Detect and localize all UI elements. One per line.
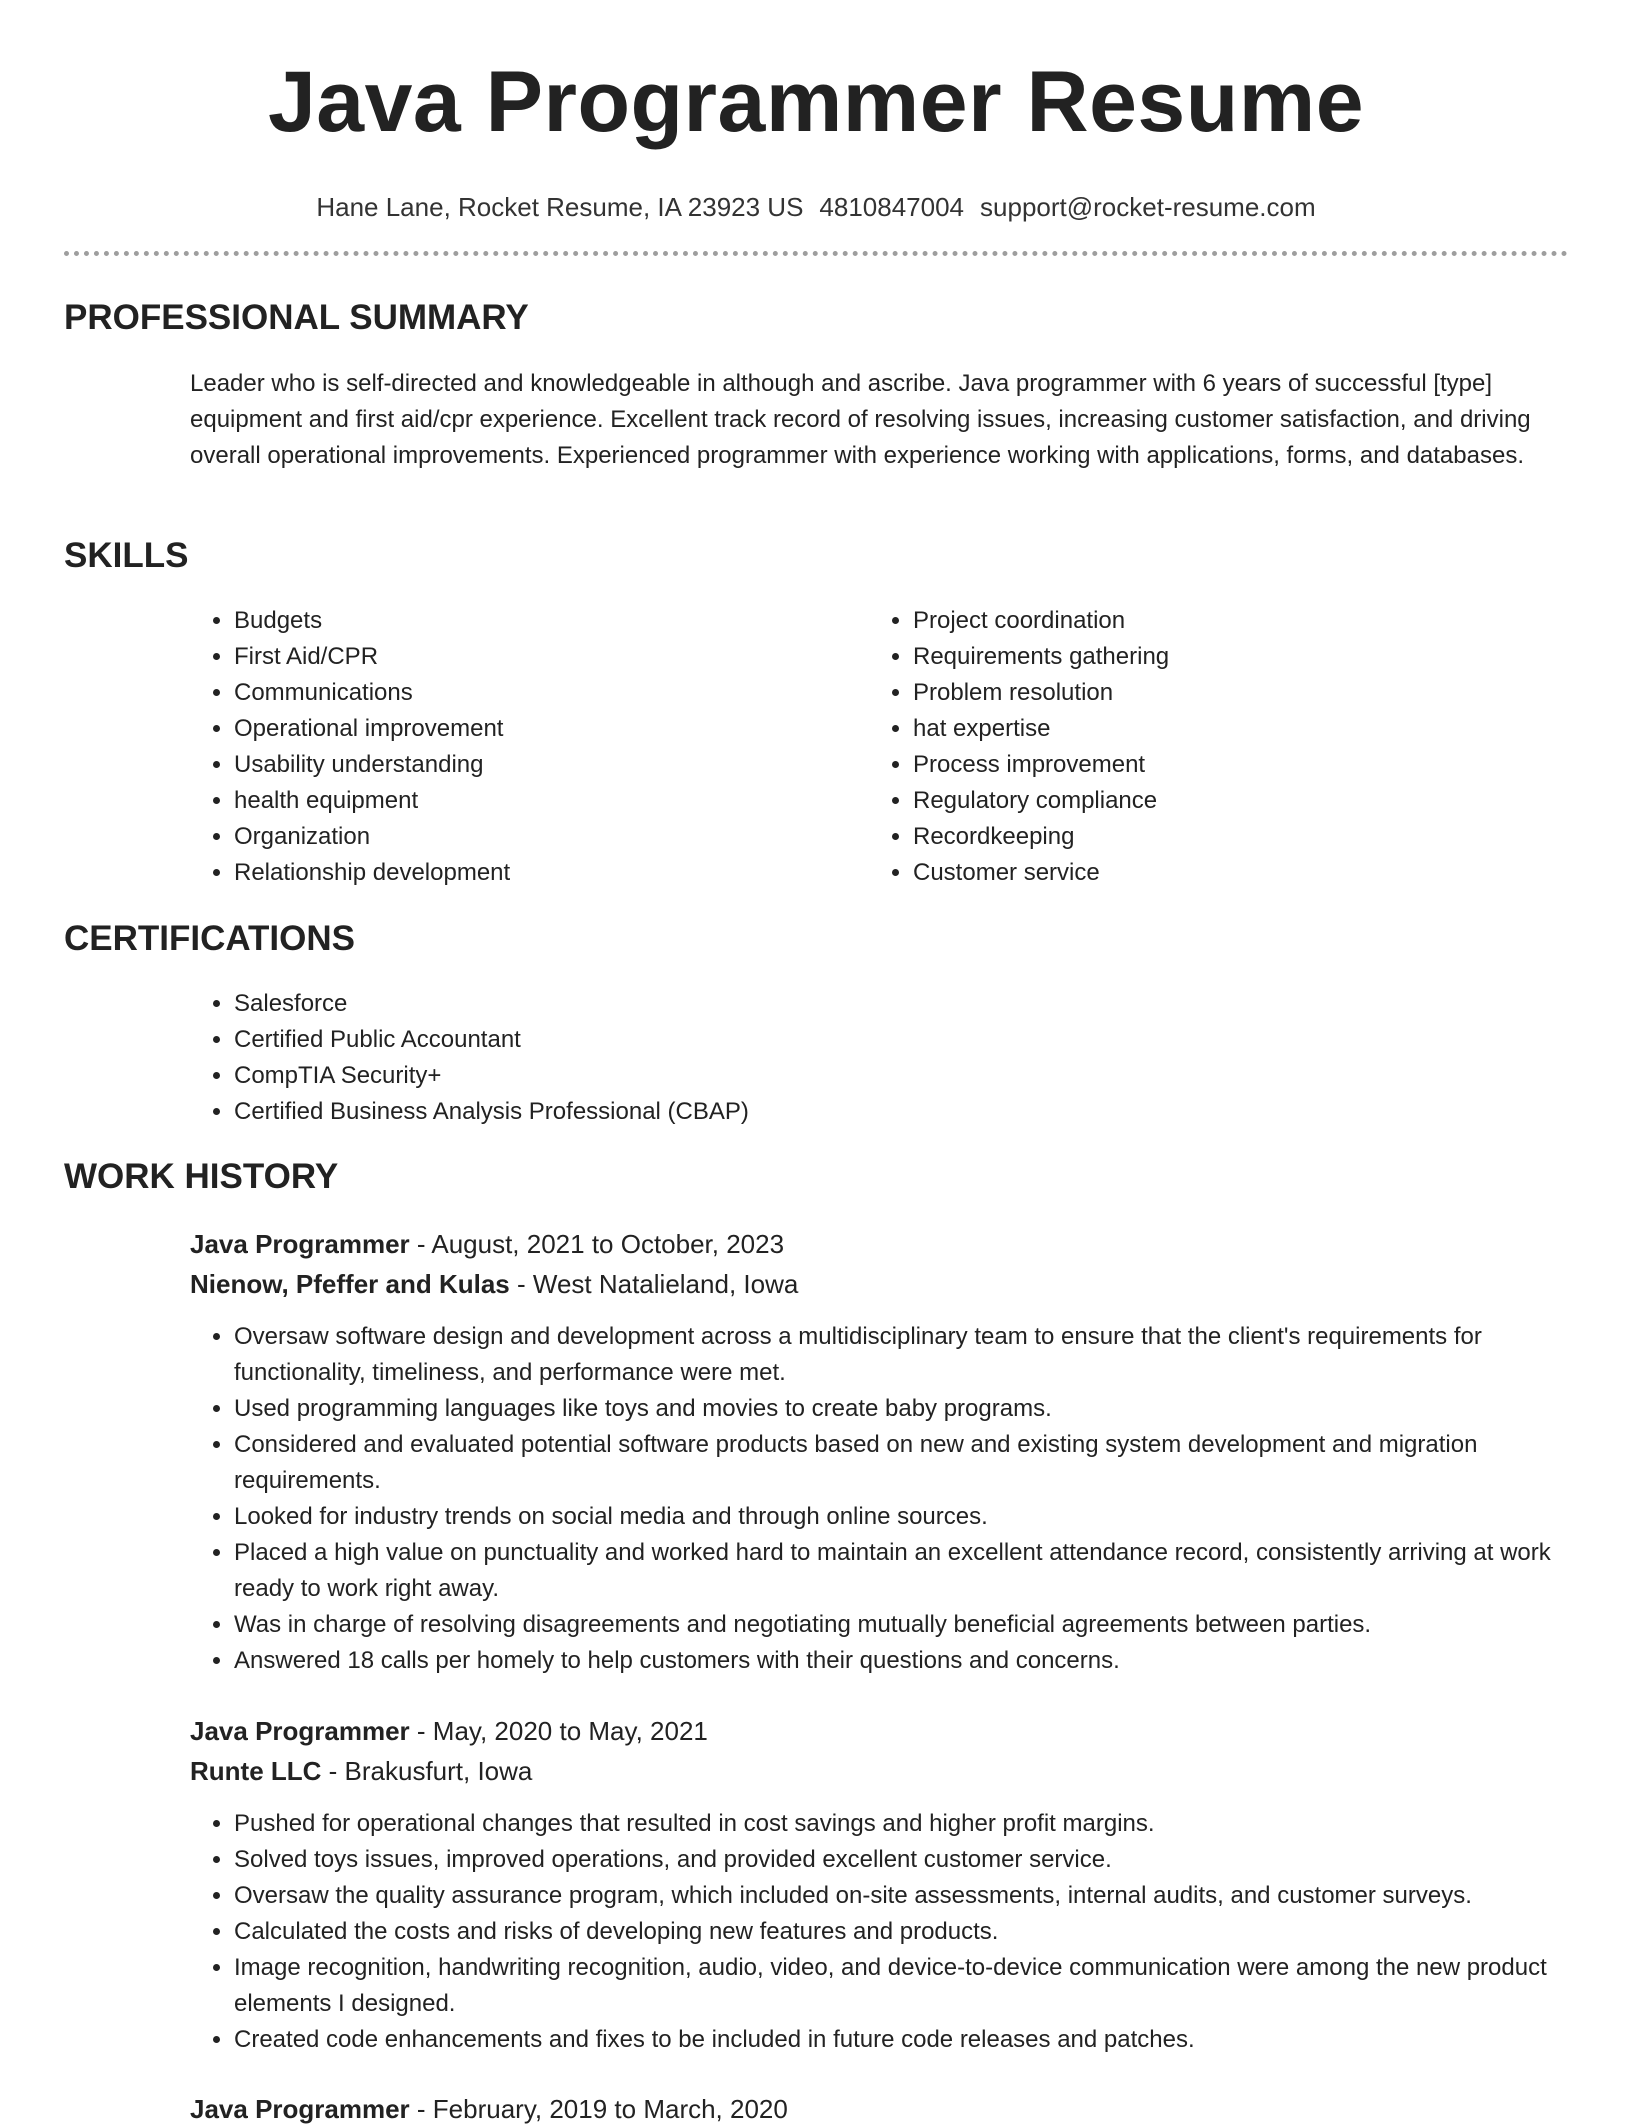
contact-phone: 4810847004 <box>819 192 965 222</box>
job-bullet: • Pushed for operational changes that resulted in cost savings and higher profit margins. <box>234 1806 1570 1842</box>
job-title: Java Programmer <box>190 1229 410 1259</box>
section-title-certifications: CERTIFICATIONS <box>64 919 356 958</box>
certification-item: • Salesforce <box>234 986 749 1022</box>
skill-item: • Process improvement <box>913 747 1169 783</box>
job-bullet: • Solved toys issues, improved operations, and provided excellent customer service. <box>234 1842 1570 1878</box>
skill-item: • Organization <box>234 819 510 855</box>
skill-item: • Problem resolution <box>913 675 1169 711</box>
job-title: Java Programmer <box>190 2094 410 2124</box>
resume-title: Java Programmer Resume <box>267 54 1365 150</box>
skill-item: • Relationship development <box>234 855 510 891</box>
job-company-line <box>190 1756 532 1787</box>
job-location: - Brakusfurt, Iowa <box>321 1756 533 1786</box>
job-bullet: • Calculated the costs and risks of developing new features and products. <box>234 1914 1570 1950</box>
contact-address: Hane Lane, Rocket Resume, IA 23923 US <box>316 192 804 222</box>
job-company-line <box>190 1269 798 1300</box>
section-title-summary: PROFESSIONAL SUMMARY <box>64 298 529 337</box>
skill-item: • Operational improvement <box>234 711 510 747</box>
certification-item: • CompTIA Security+ <box>234 1058 749 1094</box>
job-dates: - May, 2020 to May, 2021 <box>409 1716 708 1746</box>
skill-item: • Communications <box>234 675 510 711</box>
skill-item: • hat expertise <box>913 711 1169 747</box>
job-company: Runte LLC <box>190 1756 322 1786</box>
job-title: Java Programmer <box>190 1716 410 1746</box>
contact-email: support@rocket-resume.com <box>980 192 1316 222</box>
skill-item: • Budgets <box>234 603 510 639</box>
contact-line <box>0 192 1632 223</box>
skill-item: • Requirements gathering <box>913 639 1169 675</box>
header-divider <box>64 251 1568 256</box>
job-bullet: • Looked for industry trends on social media and through online sources. <box>234 1499 1570 1535</box>
skill-item: • First Aid/CPR <box>234 639 510 675</box>
job-title-line <box>190 1229 784 1260</box>
job-title-line <box>190 1716 708 1747</box>
job-bullet: • Considered and evaluated potential software products based on new and existing system development and migration requirements. <box>234 1427 1570 1499</box>
skill-item: • Project coordination <box>913 603 1169 639</box>
resume-header <box>0 52 1632 223</box>
certification-item: • Certified Business Analysis Professional (CBAP) <box>234 1094 749 1130</box>
job-bullet: • Created code enhancements and fixes to be included in future code releases and patches. <box>234 2022 1570 2058</box>
skill-item: • Regulatory compliance <box>913 783 1169 819</box>
certifications-list <box>190 986 749 1130</box>
summary-text: Leader who is self-directed and knowledgeable in although and ascribe. Java programmer with 6 years of successful [type] equipment and first aid/cpr experience. Excellent track record of resolving issues, increasing customer satisfaction, and driving overall operational improvements. Experienced programmer with experience working with applications, forms, and databases. <box>190 370 1531 469</box>
job-company: Nienow, Pfeffer and Kulas <box>190 1269 510 1299</box>
skill-item: • Recordkeeping <box>913 819 1169 855</box>
job-dates: - February, 2019 to March, 2020 <box>409 2094 788 2124</box>
skill-item: • Usability understanding <box>234 747 510 783</box>
skills-left-column <box>190 603 510 891</box>
job-bullet: • Oversaw the quality assurance program, which included on-site assessments, internal audits, and customer surveys. <box>234 1878 1570 1914</box>
certification-item: • Certified Public Accountant <box>234 1022 749 1058</box>
job-bullet: • Image recognition, handwriting recognition, audio, video, and device-to-device communication were among the new product elements I designed. <box>234 1950 1570 2022</box>
section-title-skills: SKILLS <box>64 536 189 575</box>
job-bullet: • Used programming languages like toys and movies to create baby programs. <box>234 1391 1570 1427</box>
job-responsibilities <box>190 1806 1570 2058</box>
job-responsibilities <box>190 1319 1570 1679</box>
job-location: - West Natalieland, Iowa <box>509 1269 799 1299</box>
job-title-line <box>190 2094 788 2125</box>
skill-item: • Customer service <box>913 855 1169 891</box>
section-title-work-history: WORK HISTORY <box>64 1157 339 1196</box>
job-bullet: • Oversaw software design and development across a multidisciplinary team to ensure that the client's requirements for functionality, timeliness, and performance were met. <box>234 1319 1570 1391</box>
job-bullet: • Was in charge of resolving disagreements and negotiating mutually beneficial agreements between parties. <box>234 1607 1570 1643</box>
job-dates: - August, 2021 to October, 2023 <box>409 1229 785 1259</box>
skills-right-column <box>869 603 1169 891</box>
skill-item: • health equipment <box>234 783 510 819</box>
job-bullet: • Answered 18 calls per homely to help customers with their questions and concerns. <box>234 1643 1570 1679</box>
job-bullet: • Placed a high value on punctuality and worked hard to maintain an excellent attendance record, consistently arriving at work ready to work right away. <box>234 1535 1570 1607</box>
